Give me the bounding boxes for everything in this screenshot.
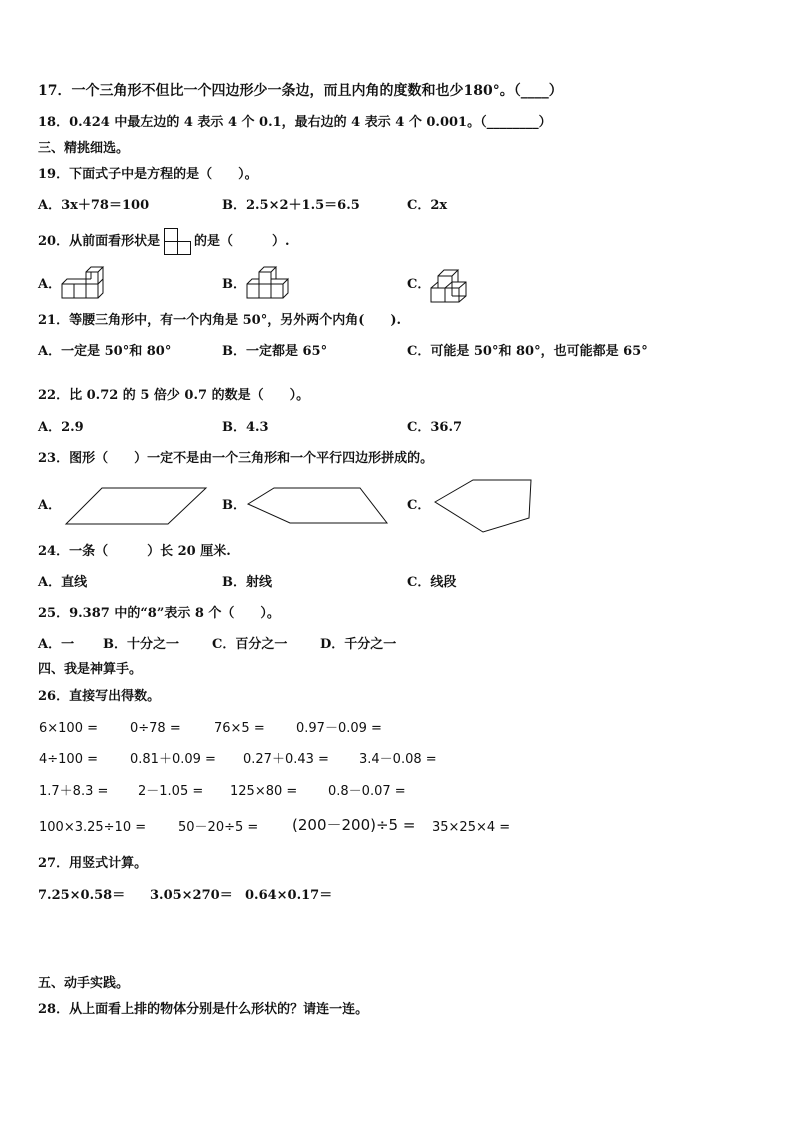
vertical-calc-item: 3.05×270＝ — [150, 888, 233, 903]
question-21-option-a[interactable]: A．一定是 50°和 80° — [38, 344, 172, 359]
pentagon-shape-figure — [433, 478, 533, 534]
question-25-stem: 25．9.387 中的“8”表示 8 个（ ）。 — [38, 606, 280, 621]
cube-stack-figure-a — [60, 266, 110, 300]
section-4-heading: 四、我是神算手。 — [38, 662, 143, 677]
calc-item: 2－1.05 = — [138, 784, 204, 799]
question-22-stem: 22．比 0.72 的 5 倍少 0.7 的数是（ ）。 — [38, 388, 310, 403]
vertical-calc-item: 7.25×0.58＝ — [38, 888, 126, 903]
question-21-option-b[interactable]: B．一定都是 65° — [222, 344, 328, 359]
front-view-shape-figure — [164, 228, 192, 256]
question-24-option-c[interactable]: C．线段 — [407, 575, 457, 590]
calc-item: 35×25×4 = — [432, 820, 511, 835]
question-20-option-b[interactable]: B． — [222, 277, 246, 292]
calc-item: 4÷100 = — [39, 752, 99, 767]
calc-item: 125×80 = — [230, 784, 298, 799]
calc-item: 0.81＋0.09 = — [130, 752, 216, 767]
question-20-option-a[interactable]: A． — [38, 277, 62, 292]
question-21-stem: 21．等腰三角形中，有一个内角是 50°，另外两个内角( ). — [38, 313, 402, 328]
question-20-option-c[interactable]: C． — [407, 277, 431, 292]
question-26-stem: 26．直接写出得数。 — [38, 689, 161, 704]
calc-item: 0.27＋0.43 = — [243, 752, 329, 767]
question-19-option-a[interactable]: A．3x＋78＝100 — [38, 198, 150, 213]
trapezoid-pentagon-figure — [246, 486, 390, 526]
calc-item: 50－20÷5 = — [178, 820, 259, 835]
question-17: 17．一个三角形不但比一个四边形少一条边，而且内角的度数和也少180°。（____） — [38, 83, 563, 99]
question-23-option-b[interactable]: B． — [222, 498, 246, 513]
vertical-calc-item: 0.64×0.17＝ — [245, 888, 333, 903]
parallelogram-shape-figure — [62, 486, 208, 528]
question-24-option-a[interactable]: A．直线 — [38, 575, 88, 590]
calc-item: 3.4－0.08 = — [359, 752, 437, 767]
cube-stack-figure-b — [245, 266, 295, 300]
question-18: 18．0.424 中最左边的 4 表示 4 个 0.1，最右边的 4 表示 4 个 0.001。（________） — [38, 115, 552, 130]
question-20-stem-start: 20．从前面看形状是 — [38, 234, 161, 249]
question-19-option-b[interactable]: B．2.5×2＋1.5＝6.5 — [222, 198, 360, 213]
calc-item: 76×5 = — [214, 721, 265, 736]
question-23-option-a[interactable]: A． — [38, 498, 62, 513]
section-3-heading: 三、精挑细选。 — [38, 141, 130, 156]
calc-item: 0.8－0.07 = — [328, 784, 406, 799]
question-28-stem: 28．从上面看上排的物体分别是什么形状的？请连一连。 — [38, 1002, 369, 1017]
question-22-option-b[interactable]: B．4.3 — [222, 420, 269, 435]
question-22-option-a[interactable]: A．2.9 — [38, 420, 84, 435]
question-25-option-b[interactable]: B．十分之一 — [103, 637, 179, 652]
question-19-option-c[interactable]: C．2x — [407, 198, 448, 213]
question-27-stem: 27．用竖式计算。 — [38, 856, 148, 871]
question-25-option-c[interactable]: C．百分之一 — [212, 637, 288, 652]
calc-item: 100×3.25÷10 = — [39, 820, 147, 835]
question-20-stem-end: 的是（ ）. — [194, 234, 290, 249]
calc-item: 0÷78 = — [130, 721, 181, 736]
question-24-stem: 24．一条（ ）长 20 厘米. — [38, 544, 231, 559]
calc-item: 0.97－0.09 = — [296, 721, 382, 736]
question-19-stem: 19．下面式子中是方程的是（ ）。 — [38, 167, 258, 182]
question-24-option-b[interactable]: B．射线 — [222, 575, 272, 590]
question-23-option-c[interactable]: C． — [407, 498, 431, 513]
question-25-option-d[interactable]: D．千分之一 — [320, 637, 397, 652]
section-5-heading: 五、动手实践。 — [38, 976, 130, 991]
calc-item: 1.7＋8.3 = — [39, 784, 109, 799]
calc-item: 6×100 = — [39, 721, 99, 736]
question-25-option-a[interactable]: A．一 — [38, 637, 75, 652]
calc-item: (200－200)÷5 = — [292, 816, 416, 834]
question-23-stem: 23．图形（ ）一定不是由一个三角形和一个平行四边形拼成的。 — [38, 451, 434, 466]
question-21-option-c[interactable]: C．可能是 50°和 80°，也可能都是 65° — [407, 344, 648, 359]
cube-stack-figure-c — [428, 264, 474, 304]
question-22-option-c[interactable]: C．36.7 — [407, 420, 463, 435]
